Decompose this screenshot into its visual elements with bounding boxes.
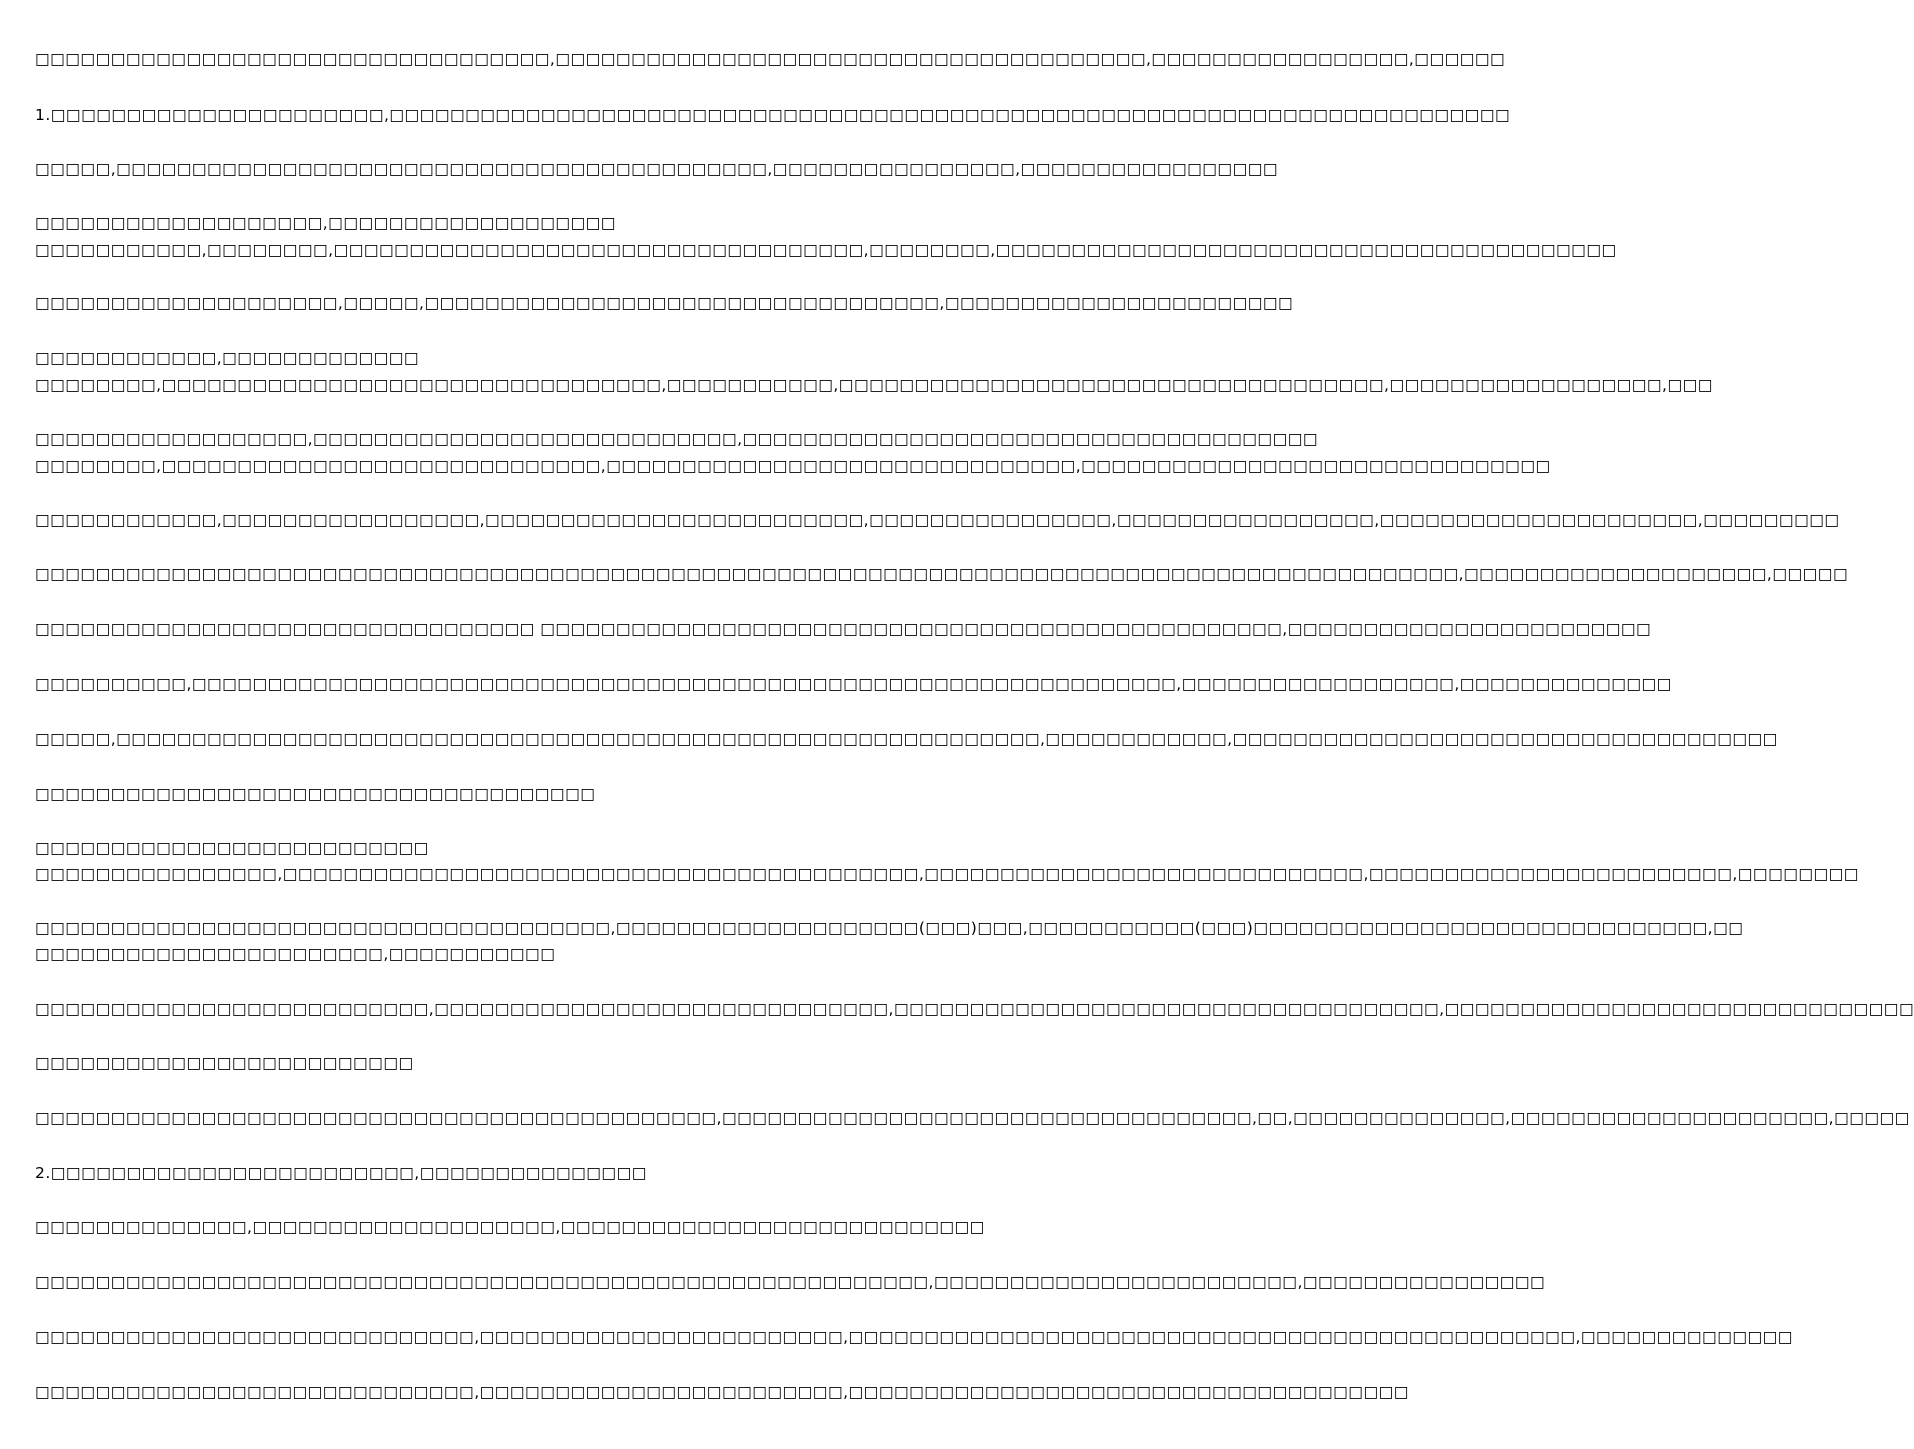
text-line-21: □□□□□□□□□□□□□□□□□□□□□□□□□□,□□□□□□□□□□□□□□□□□□□□□□□□□□□□□□,□□□□□□□□□□□□□□□□□□□□□□□□□□□□□□□□□□□□,□□□□□□□□□□□□□□□□□□□□□□□□□□□□□□□ <box>35 1000 1914 1018</box>
text-line-5: □□□□□□□□□□□,□□□□□□□□,□□□□□□□□□□□□□□□□□□□□□□□□□□□□□□□□□□□,□□□□□□□□,□□□□□□□□□□□□□□□□□□□□□□□□□□□□□□□□□□□□□□□□□ <box>35 241 1617 259</box>
text-line-13: □□□□□□□□□□□□□□□□□□□□□□□□□□□□□□□□□ □□□□□□□□□□□□□□□□□□□□□□□□□□□□□□□□□□□□□□□□□□□□□□□□□,□□□□□□□□□□□□□□□□□□□□□□□□ <box>35 620 1652 638</box>
text-line-22: □□□□□□□□□□□□□□□□□□□□□□□□□ <box>35 1054 414 1072</box>
text-line-20: □□□□□□□□□□□□□□□□□□□□□□□,□□□□□□□□□□□ <box>35 945 556 963</box>
text-line-7: □□□□□□□□□□□□,□□□□□□□□□□□□□ <box>35 349 420 367</box>
text-line-3: □□□□□,□□□□□□□□□□□□□□□□□□□□□□□□□□□□□□□□□□□□□□□□□□□,□□□□□□□□□□□□□□□□,□□□□□□□□□□□□□□□□□ <box>35 160 1279 178</box>
text-line-6: □□□□□□□□□□□□□□□□□□□□,□□□□□,□□□□□□□□□□□□□□□□□□□□□□□□□□□□□□□□□□,□□□□□□□□□□□□□□□□□□□□□□□ <box>35 294 1294 312</box>
text-line-19: □□□□□□□□□□□□□□□□□□□□□□□□□□□□□□□□□□□□□□,□□□□□□□□□□□□□□□□□□□□(□□□)□□□,□□□□□□□□□□□(□□□)□□□□□□□□□□□□□□□□□□□□□□□□□□□□□□,□□ <box>35 919 1744 937</box>
text-line-14: □□□□□□□□□□,□□□□□□□□□□□□□□□□□□□□□□□□□□□□□□□□□□□□□□□□□□□□□□□□□□□□□□□□□□□□□□□□□,□□□□□□□□□□□□□□□□□□,□□□□□□□□□□□□□□ <box>35 675 1672 693</box>
text-line-1: □□□□□□□□□□□□□□□□□□□□□□□□□□□□□□□□□□,□□□□□□□□□□□□□□□□□□□□□□□□□□□□□□□□□□□□□□□,□□□□□□□□□□□□□□□□□,□□□□□□ <box>35 50 1506 68</box>
text-line-8: □□□□□□□□,□□□□□□□□□□□□□□□□□□□□□□□□□□□□□□□□□,□□□□□□□□□□□,□□□□□□□□□□□□□□□□□□□□□□□□□□□□□□□□□□□□,□□□□□□□□□□□□□□□□□□,□□□ <box>35 376 1713 394</box>
text-line-25: □□□□□□□□□□□□□□,□□□□□□□□□□□□□□□□□□□□,□□□□□□□□□□□□□□□□□□□□□□□□□□□□ <box>35 1218 985 1236</box>
text-line-18: □□□□□□□□□□□□□□□□,□□□□□□□□□□□□□□□□□□□□□□□□□□□□□□□□□□□□□□□□□□,□□□□□□□□□□□□□□□□□□□□□□□□□□□□□,□□□□□□□□□□□□□□□□□□□□□□□□,□□□□□□□□ <box>35 865 1859 883</box>
text-line-11: □□□□□□□□□□□□,□□□□□□□□□□□□□□□□□,□□□□□□□□□□□□□□□□□□□□□□□□□,□□□□□□□□□□□□□□□□,□□□□□□□□□□□□□□□□□,□□□□□□□□□□□□□□□□□□□□□,□□□□□□□□□ <box>35 511 1840 529</box>
text-line-15: □□□□□,□□□□□□□□□□□□□□□□□□□□□□□□□□□□□□□□□□□□□□□□□□□□□□□□□□□□□□□□□□□□□,□□□□□□□□□□□□,□□□□□□□□□□□□□□□□□□□□□□□□□□□□□□□□□□□□ <box>35 730 1778 748</box>
text-line-12: □□□□□□□□□□□□□□□□□□□□□□□□□□□□□□□□□□□□□□□□□□□□□□□□□□□□□□□□□□□□□□□□□□□□□□□□□□□□□□□□□□□□□□□□□□□□□□,□□□□□□□□□□□□□□□□□□□□,□□□□□ <box>35 565 1849 583</box>
text-line-23: □□□□□□□□□□□□□□□□□□□□□□□□□□□□□□□□□□□□□□□□□□□□□,□□□□□□□□□□□□□□□□□□□□□□□□□□□□□□□□□□□,□□,□□□□□□□□□□□□□□,□□□□□□□□□□□□□□□□□□□□□,□□□□□ <box>35 1109 1910 1127</box>
text-line-2: 1.□□□□□□□□□□□□□□□□□□□□□□,□□□□□□□□□□□□□□□□□□□□□□□□□□□□□□□□□□□□□□□□□□□□□□□□□□□□□□□□□□□□□□□□□□□□□□□□□□ <box>35 106 1511 124</box>
text-line-17: □□□□□□□□□□□□□□□□□□□□□□□□□□ <box>35 839 429 857</box>
text-line-16: □□□□□□□□□□□□□□□□□□□□□□□□□□□□□□□□□□□□□ <box>35 785 596 803</box>
text-line-28: □□□□□□□□□□□□□□□□□□□□□□□□□□□□□,□□□□□□□□□□□□□□□□□□□□□□□□,□□□□□□□□□□□□□□□□□□□□□□□□□□□□□□□□□□□□□ <box>35 1383 1409 1401</box>
text-line-10: □□□□□□□□,□□□□□□□□□□□□□□□□□□□□□□□□□□□□□,□□□□□□□□□□□□□□□□□□□□□□□□□□□□□□□,□□□□□□□□□□□□□□□□□□□□□□□□□□□□□□□ <box>35 457 1551 475</box>
text-line-26: □□□□□□□□□□□□□□□□□□□□□□□□□□□□□□□□□□□□□□□□□□□□□□□□□□□□□□□□□□□,□□□□□□□□□□□□□□□□□□□□□□□□,□□□□□□□□□□□□□□□□ <box>35 1273 1546 1291</box>
text-line-27: □□□□□□□□□□□□□□□□□□□□□□□□□□□□□,□□□□□□□□□□□□□□□□□□□□□□□□,□□□□□□□□□□□□□□□□□□□□□□□□□□□□□□□□□□□□□□□□□□□□□□□□,□□□□□□□□□□□□□□ <box>35 1328 1793 1346</box>
text-line-24: 2.□□□□□□□□□□□□□□□□□□□□□□□□,□□□□□□□□□□□□□□□ <box>35 1164 647 1182</box>
text-line-4: □□□□□□□□□□□□□□□□□□□,□□□□□□□□□□□□□□□□□□□ <box>35 214 616 232</box>
text-line-9: □□□□□□□□□□□□□□□□□□,□□□□□□□□□□□□□□□□□□□□□□□□□□□□,□□□□□□□□□□□□□□□□□□□□□□□□□□□□□□□□□□□□□□ <box>35 430 1319 448</box>
